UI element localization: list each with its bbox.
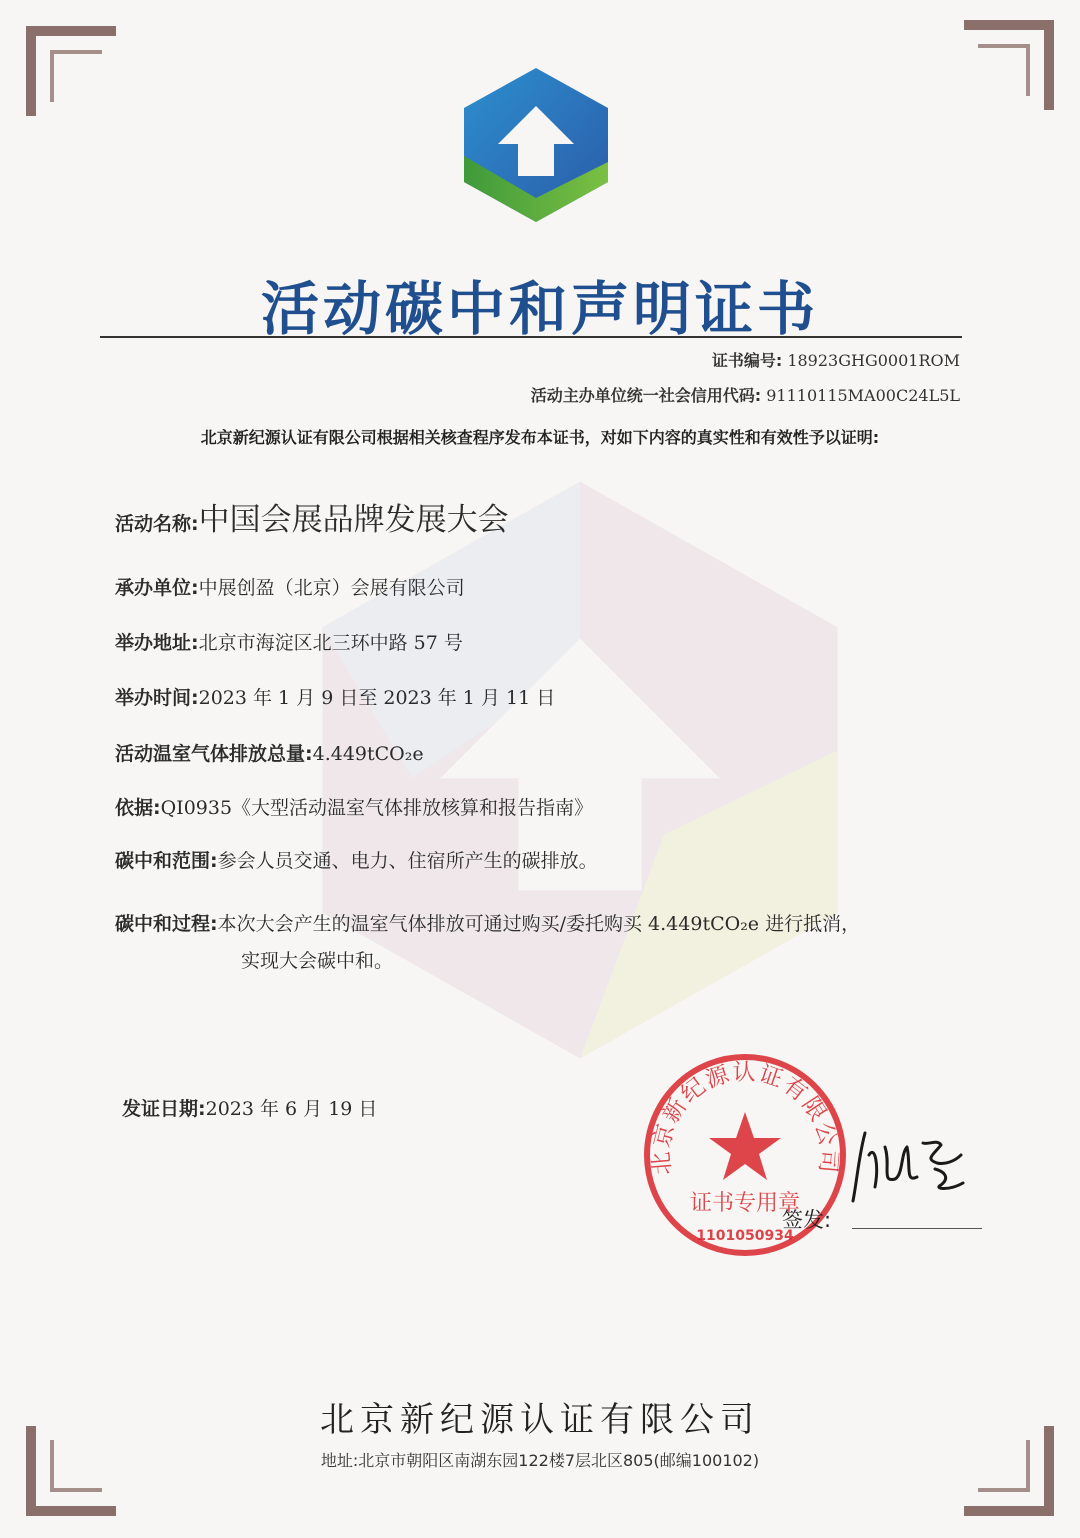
footer-address: 地址:北京市朝阳区南湖东园122楼7层北区805(邮编100102) (320, 1451, 760, 1470)
certificate-number (712, 348, 960, 371)
title-rule (100, 336, 962, 338)
issue-date-label: 发证日期: (122, 1098, 206, 1120)
issue-date-value: 2023 年 6 月 19 日 (205, 1098, 378, 1120)
neutrality-process-line2: 实现大会碳中和。 (241, 950, 394, 972)
neutrality-scope-value: 参会人员交通、电力、住宿所产生的碳排放。 (217, 850, 598, 872)
event-time (115, 683, 555, 710)
certification-statement: 北京新纪源认证有限公司根据相关核查程序发布本证书，对如下内容的真实性和有效性予以证明: (200, 428, 880, 447)
event-time-label: 举办时间: (115, 687, 199, 709)
credit-code-value: 91110115MA00C24L5L (766, 386, 960, 405)
credit-code (531, 383, 960, 406)
neutrality-process-line1: 本次大会产生的温室气体排放可通过购买/委托购买 4.449tCO₂e 进行抵消， (217, 913, 861, 935)
corner-inner-top-left (50, 50, 102, 102)
basis-label: 依据: (115, 797, 161, 819)
activity-name-value: 中国会展品牌发展大会 (198, 502, 509, 538)
venue-label: 举办地址: (115, 632, 199, 654)
issue-date (122, 1094, 377, 1121)
neutrality-process-label: 碳中和过程: (115, 913, 218, 935)
svg-text:证书专用章: 证书专用章 (689, 1191, 801, 1216)
emissions-total-value: 4.449tCO₂e (312, 743, 424, 765)
basis-value: QI0935《大型活动温室气体排放核算和报告指南》 (160, 797, 594, 819)
svg-text:1101050934: 1101050934 (696, 1228, 794, 1244)
neutrality-process (115, 909, 860, 936)
sign-line (852, 1228, 982, 1229)
neutrality-scope (115, 846, 598, 873)
certificate-number-label: 证书编号: (711, 351, 783, 370)
emissions-total-label: 活动温室气体排放总量: (115, 743, 313, 765)
venue-value: 北京市海淀区北三环中路 57 号 (198, 632, 463, 654)
issuer-sign-label: 签发: (782, 1208, 832, 1232)
activity-name (115, 494, 509, 539)
certificate-title: 活动碳中和声明证书 (260, 275, 819, 343)
corner-inner-top-right (978, 44, 1030, 96)
footer-company: 北京新纪源认证有限公司 (320, 1400, 760, 1440)
organizer-label: 承办单位: (115, 577, 199, 599)
neutrality-scope-label: 碳中和范围: (115, 850, 218, 872)
organizer-value: 中展创盈（北京）会展有限公司 (198, 577, 465, 599)
activity-name-label: 活动名称: (115, 513, 199, 535)
venue (115, 628, 463, 655)
organizer (115, 573, 465, 600)
basis (115, 793, 593, 820)
credit-code-label: 活动主办单位统一社会信用代码: (530, 386, 762, 405)
watermark-logo (300, 470, 860, 1070)
svg-text:北京新纪源认证有限公司: 北京新纪源认证有限公司 (648, 1059, 842, 1176)
emissions-total (115, 739, 424, 766)
certification-logo-icon (462, 66, 610, 224)
handwritten-signature (845, 1125, 975, 1205)
event-time-value: 2023 年 1 月 9 日至 2023 年 1 月 11 日 (198, 687, 556, 709)
certificate-number-value: 18923GHG0001ROM (787, 351, 960, 370)
